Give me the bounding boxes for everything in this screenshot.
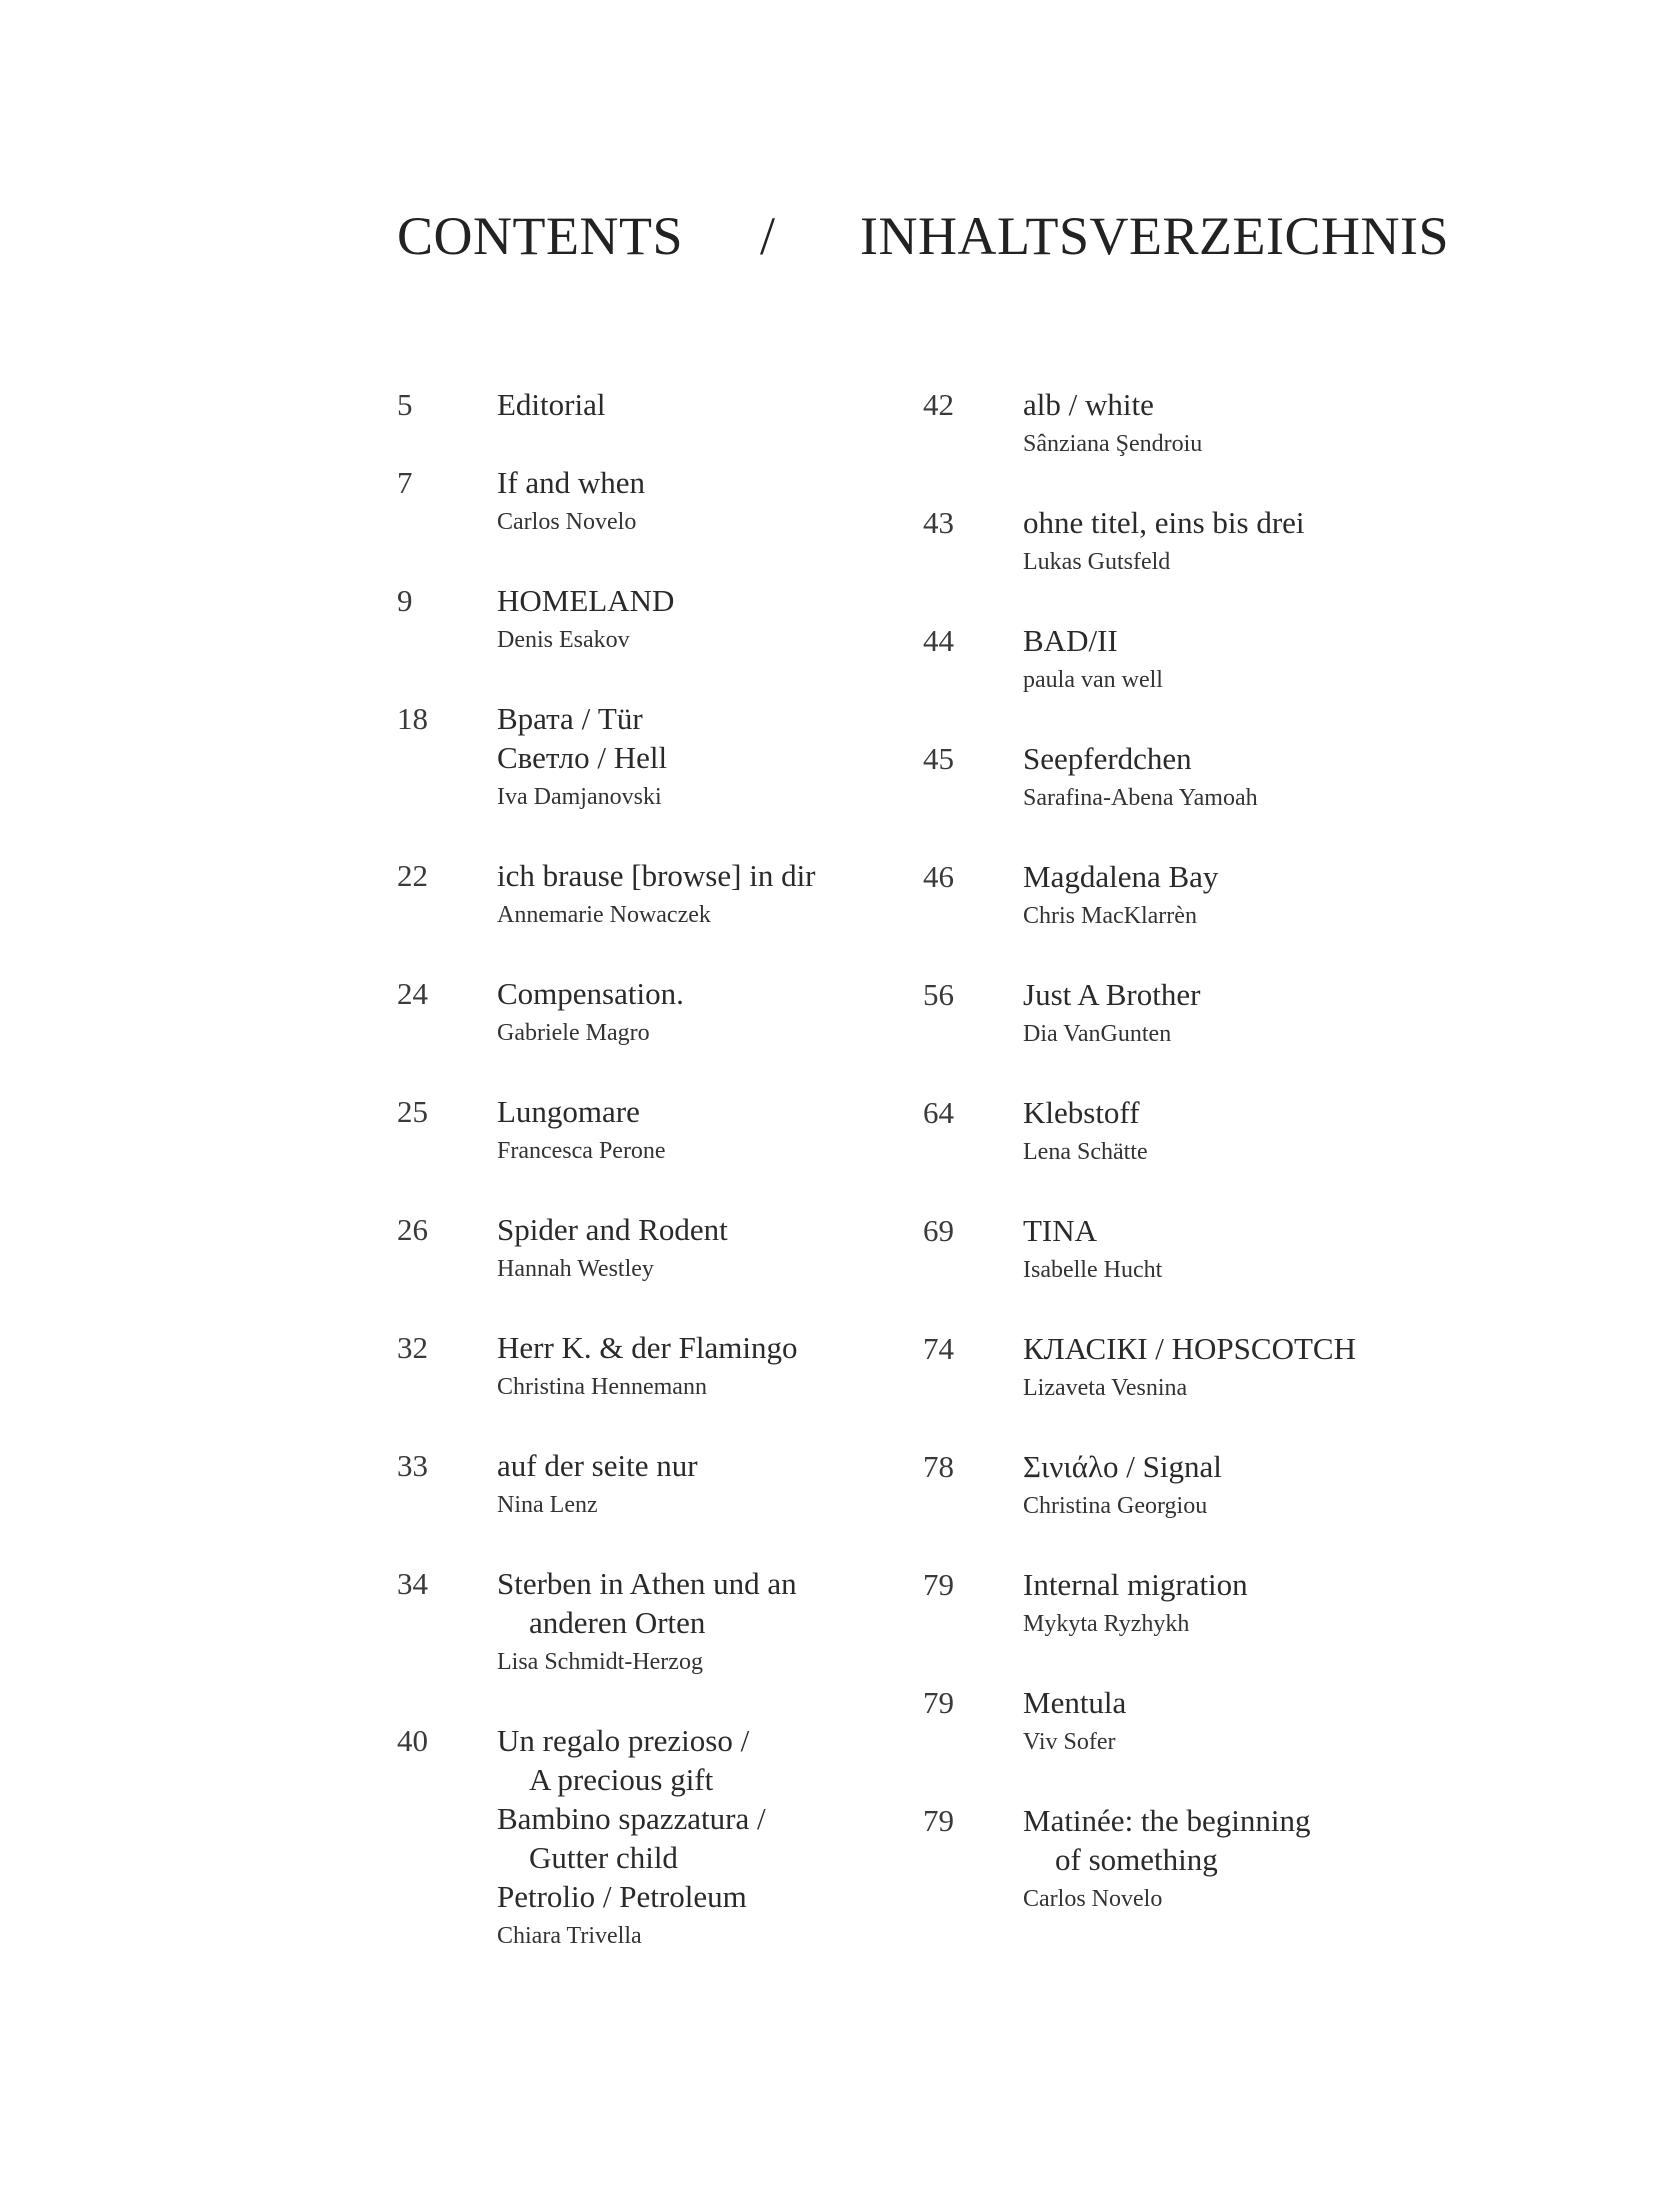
entry-title: of something xyxy=(1055,1842,1218,1877)
page-number: 43 xyxy=(923,505,954,540)
entry-author: Carlos Novelo xyxy=(1023,1886,1163,1912)
entry-author: Isabelle Hucht xyxy=(1023,1257,1163,1283)
entry-author: Hannah Westley xyxy=(497,1256,654,1282)
entry-author: Annemarie Nowaczek xyxy=(497,902,711,928)
entry-title: Editorial xyxy=(497,387,606,422)
page-number: 7 xyxy=(397,465,413,500)
page-number: 22 xyxy=(397,858,428,893)
entry-author: Nina Lenz xyxy=(497,1492,598,1518)
page-number: 34 xyxy=(397,1566,428,1601)
entry-title: anderen Orten xyxy=(529,1605,706,1640)
entry-author: Sarafina-Abena Yamoah xyxy=(1023,785,1258,811)
title-separator: / xyxy=(760,206,776,266)
entry-author: Gabriele Magro xyxy=(497,1020,650,1046)
entry-title: Just A Brother xyxy=(1023,977,1201,1012)
page-title xyxy=(397,205,1449,267)
page-number: 33 xyxy=(397,1448,428,1483)
entry-title: Magdalena Bay xyxy=(1023,859,1219,894)
entry-title: HOMELAND xyxy=(497,583,675,618)
entry-title: Lungomare xyxy=(497,1094,640,1129)
entry-author: Denis Esakov xyxy=(497,627,630,653)
entry-author: Chris MacKlarrèn xyxy=(1023,903,1197,929)
entry-author: Viv Sofer xyxy=(1023,1729,1116,1755)
entry-title: A precious gift xyxy=(529,1762,714,1797)
page-number: 42 xyxy=(923,387,954,422)
entry-title: КЛАСІКІ / HOPSCOTCH xyxy=(1023,1331,1356,1366)
entry-body xyxy=(1023,739,1543,818)
entry-title: Herr K. & der Flamingo xyxy=(497,1330,798,1365)
entry-author: Lisa Schmidt-Herzog xyxy=(497,1649,703,1675)
page-number: 79 xyxy=(923,1567,954,1602)
entry-author: Carlos Novelo xyxy=(497,509,637,535)
entry-author: Christina Hennemann xyxy=(497,1374,707,1400)
entry-author: Christina Georgiou xyxy=(1023,1493,1208,1519)
entry-author: Lukas Gutsfeld xyxy=(1023,549,1171,575)
entry-body xyxy=(1023,857,1543,936)
entry-title: BAD/II xyxy=(1023,623,1118,658)
page-number: 44 xyxy=(923,623,954,658)
entry-title: If and when xyxy=(497,465,646,500)
entry-title: auf der seite nur xyxy=(497,1448,698,1483)
entry-body xyxy=(1023,1329,1543,1408)
entry-title: Bambino spazzatura / xyxy=(497,1801,766,1836)
page-number: 78 xyxy=(923,1449,954,1484)
entry-body xyxy=(1023,503,1543,582)
title-english: CONTENTS xyxy=(397,206,683,266)
page-number: 24 xyxy=(397,976,428,1011)
entry-title: Врата / Tür xyxy=(497,701,643,736)
entry-body xyxy=(1023,1565,1543,1644)
page-number: 79 xyxy=(923,1685,954,1720)
entry-body xyxy=(1023,1801,1543,1919)
entry-author: paula van well xyxy=(1023,667,1163,693)
entry-body xyxy=(1023,1447,1543,1526)
page-number: 32 xyxy=(397,1330,428,1365)
entry-title: Sterben in Athen und an xyxy=(497,1566,797,1601)
entry-title: Spider and Rodent xyxy=(497,1212,728,1247)
entry-body xyxy=(1023,621,1543,700)
entry-title: Klebstoff xyxy=(1023,1095,1140,1130)
page-number: 45 xyxy=(923,741,954,776)
entry-title: Gutter child xyxy=(529,1840,678,1875)
entry-title: Petrolio / Petroleum xyxy=(497,1879,747,1914)
page-number: 26 xyxy=(397,1212,428,1247)
page-number: 56 xyxy=(923,977,954,1012)
entry-body xyxy=(1023,1093,1543,1172)
entry-author: Chiara Trivella xyxy=(497,1923,642,1949)
entry-author: Iva Damjanovski xyxy=(497,784,662,810)
entry-title: ich brause [browse] in dir xyxy=(497,858,816,893)
page-number: 9 xyxy=(397,583,413,618)
page-number: 46 xyxy=(923,859,954,894)
entry-body xyxy=(1023,1211,1543,1290)
page-number: 74 xyxy=(923,1331,954,1366)
entry-body xyxy=(1023,1683,1543,1762)
entry-body xyxy=(1023,975,1543,1054)
page-number: 5 xyxy=(397,387,413,422)
title-german: INHALTSVERZEICHNIS xyxy=(860,206,1449,266)
entry-author: Mykyta Ryzhykh xyxy=(1023,1611,1190,1637)
page-number: 64 xyxy=(923,1095,954,1130)
entry-title: Un regalo prezioso / xyxy=(497,1723,750,1758)
page-number: 18 xyxy=(397,701,428,736)
entry-body xyxy=(1023,385,1543,464)
entry-title: Светло / Hell xyxy=(497,740,668,775)
entry-author: Francesca Perone xyxy=(497,1138,666,1164)
entry-author: Lena Schätte xyxy=(1023,1139,1148,1165)
page-number: 69 xyxy=(923,1213,954,1248)
entry-title: TINA xyxy=(1023,1213,1098,1248)
entry-author: Lizaveta Vesnina xyxy=(1023,1375,1188,1401)
entry-title: Seepferdchen xyxy=(1023,741,1192,776)
page-number: 25 xyxy=(397,1094,428,1129)
entry-title: Mentula xyxy=(1023,1685,1127,1720)
entry-title: Matinée: the beginning xyxy=(1023,1803,1311,1838)
entry-author: Dia VanGunten xyxy=(1023,1021,1172,1047)
page-number: 79 xyxy=(923,1803,954,1838)
entry-title: ohne titel, eins bis drei xyxy=(1023,505,1305,540)
entry-title: alb / white xyxy=(1023,387,1154,422)
entry-title: Compensation. xyxy=(497,976,684,1011)
page-number: 40 xyxy=(397,1723,428,1758)
entry-title: Internal migration xyxy=(1023,1567,1248,1602)
entry-author: Sânziana Şendroiu xyxy=(1023,431,1203,457)
entry-title: Σινιάλο / Signal xyxy=(1023,1449,1222,1484)
